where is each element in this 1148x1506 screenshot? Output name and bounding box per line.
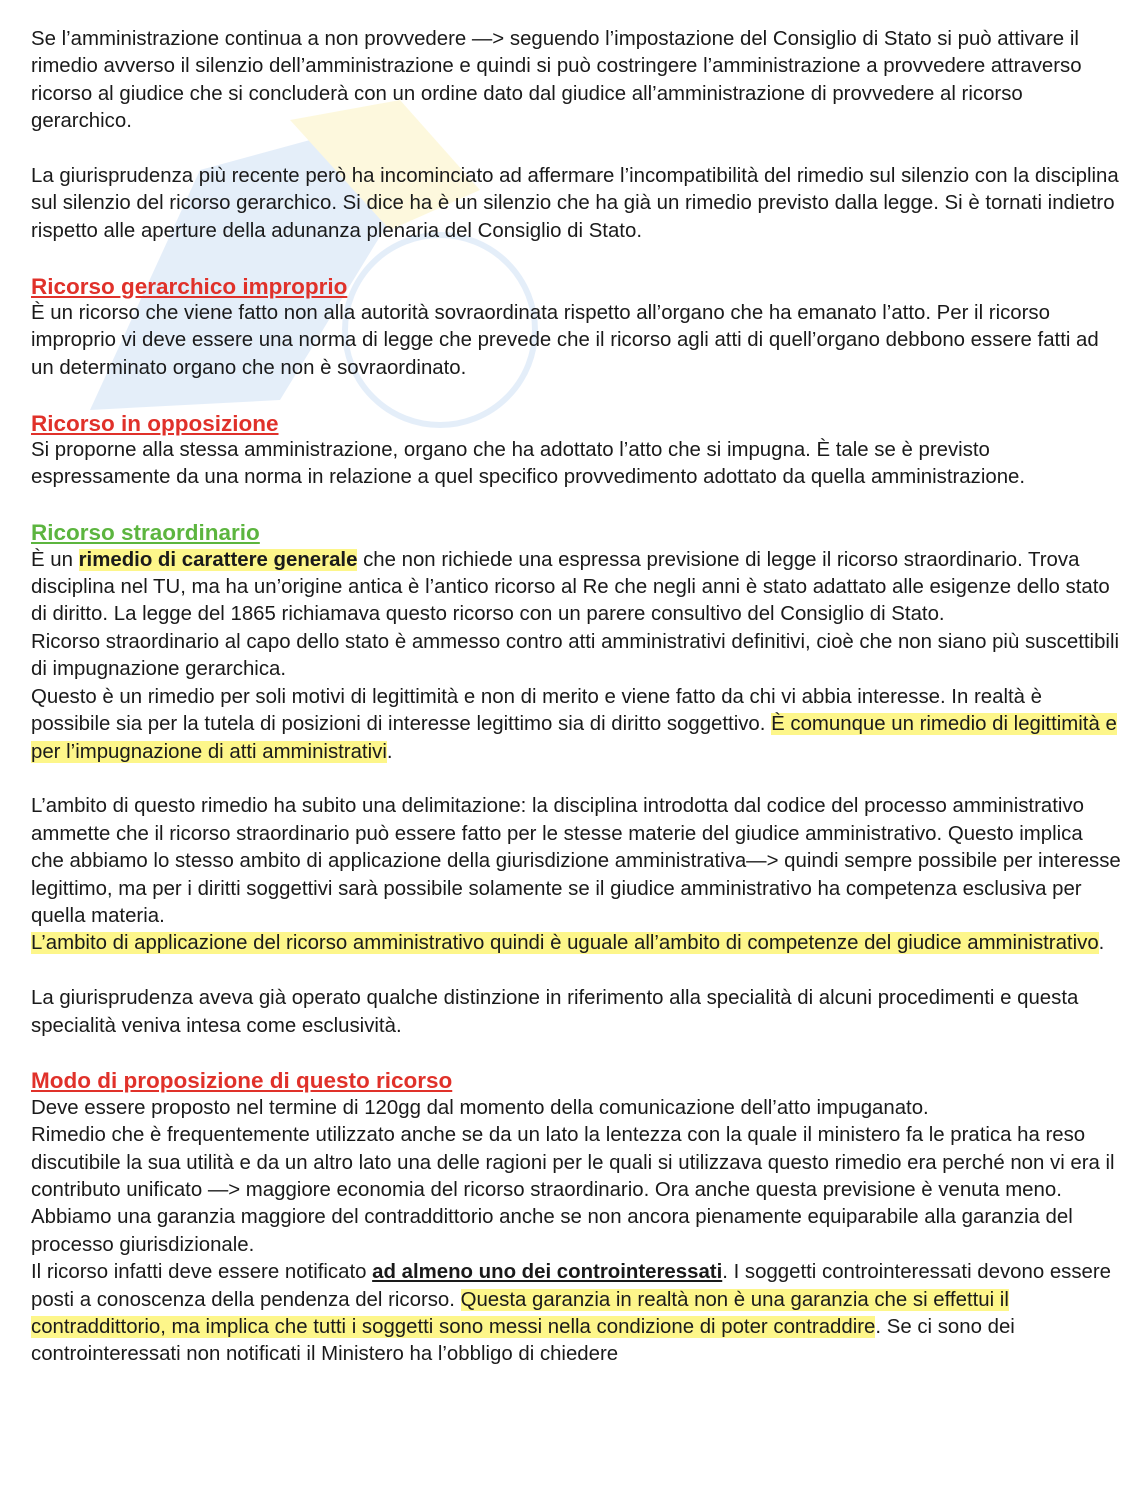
emphasis-controinteressati: ad almeno uno dei controinteressati [372, 1261, 723, 1284]
paragraph-straordinario-intro: È un rimedio di carattere generale che non richiede una espressa previsione di legge il ricorso straordinario. Trova disciplina nel TU, ma ha un’origine antica è l’antico ricorso al Re che negli anni è stato adattato alle esigenze dello stato di diritto. La legge del 1865 richiamava questo ricorso con un parere consultivo del Consiglio di Stato. [31, 548, 1110, 626]
paragraph-silenzio: Se l’amministrazione continua a non provvedere —> seguendo l’impostazione del Consiglio di Stato si può attivare il rimedio avverso il silenzio dell’amministrazione e quindi si può costringere l’amministrazione a provvedere attraverso ricorso al giudice che si concluderà con un ordine dato dal giudice all’amministrazione di provvedere al ricorso gerarchico. [31, 28, 1082, 133]
paragraph-specialita: La giurisprudenza aveva già operato qualche distinzione in riferimento alla specialità di alcuni procedimenti e questa specialità veniva intesa come esclusività. [31, 987, 1079, 1037]
document-page [31, 26, 1121, 1369]
paragraph-giurisprudenza: La giurisprudenza più recente però ha incominciato ad affermare l’incompatibilità del rimedio sul silenzio con la disciplina sul silenzio del ricorso gerarchico. Si dice ha è un silenzio che ha già un rimedio previsto dalla legge. Si è tornati indietro rispetto alle aperture della adunanza plenaria del Consiglio di Stato. [31, 165, 1119, 242]
highlight-garanzia-contraddittorio: Questa garanzia in realtà non è una garanzia che si effettui il contraddittorio, ma implica che tutti i soggetti sono messi nella condizione di poter contraddire [31, 1288, 1009, 1338]
paragraph-straordinario-capo-stato: Ricorso straordinario al capo dello stato è ammesso contro atti amministrativi definitivi, cioè che non siano più suscettibili di impugnazione gerarchica. [31, 630, 1120, 681]
highlight-ambito: L’ambito di applicazione del ricorso amministrativo quindi è uguale all’ambito di competenze del giudice amministrativo [31, 932, 1099, 955]
paragraph-straordinario-legittimita: Questo è un rimedio per soli motivi di legittimità e non di merito e viene fatto da chi vi abbia interesse. In realtà è possibile sia per la tutela di posizioni di interesse legittimo sia di diritto soggettivo. È comunque un rimedio di legittimità e per l’impugnazione di atti amministrativi. [31, 685, 1117, 763]
heading-modo-di-proposizione: Modo di proposizione di questo ricorso [31, 1068, 453, 1094]
highlight-rimedio-generale: rimedio di carattere generale [78, 548, 358, 571]
paragraph-improprio: È un ricorso che viene fatto non alla autorità sovraordinata rispetto all’organo che ha emanato l’atto. Per il ricorso improprio vi deve essere una norma di legge che prevede che il ricorso agli atti di quell’organo debbono essere fatti ad un determinato organo che non è sovraordinato. [31, 302, 1099, 379]
heading-ricorso-gerarchico-improprio: Ricorso gerarchico improprio [31, 273, 348, 299]
paragraph-ambito-conclusione: L’ambito di applicazione del ricorso amministrativo quindi è uguale all’ambito di competenze del giudice amministrativo. [31, 932, 1105, 955]
paragraph-opposizione: Si proporne alla stessa amministrazione, organo che ha adottato l’atto che si impugna. È tale se è previsto espressamente da una norma in relazione a quel specifico provvedimento adottato da quella amministrazione. [31, 439, 1026, 489]
highlight-rimedio-legittimita: È comunque un rimedio di legittimità e per l’impugnazione di atti amministrativi [31, 713, 1117, 763]
paragraph-utilizzo: Rimedio che è frequentemente utilizzato anche se da un lato la lentezza con la quale il ministero fa le pratica ha reso discutibile la sua utilità e da un altro lato una delle ragioni per le quali si utilizzava questo rimedio era perché non vi era il contributo unificato —> maggiore economia del ricorso straordinario. Ora anche questa previsione è venuta meno. [31, 1124, 1115, 1201]
paragraph-ambito: L’ambito di questo rimedio ha subito una delimitazione: la disciplina introdotta dal codice del processo amministrativo ammette che il ricorso straordinario può essere fatto per le stesse materie del giudice amministrativo. Questo implica che abbiamo lo stesso ambito di applicazione della giurisdizione amministrativa—> quindi sempre possibile per interesse legittimo, ma per i diritti soggettivi sarà possibile solamente se il giudice amministrativo ha competenza esclusiva per quella materia. [31, 795, 1121, 927]
paragraph-notifica: Il ricorso infatti deve essere notificato ad almeno uno dei controinteressati. I soggetti controinteressati devono essere posti a conoscenza della pendenza del ricorso. Questa garanzia in realtà non è una garanzia che si effettui il contraddittorio, ma implica che tutti i soggetti sono messi nella condizione di poter contraddire. Se ci sono dei controinteressati non notificati il Ministero ha l’obbligo di chiedere [31, 1261, 1112, 1366]
paragraph-termine: Deve essere proposto nel termine di 120gg dal momento della comunicazione dell’atto impuganato. [31, 1096, 929, 1119]
heading-ricorso-straordinario: Ricorso straordinario [31, 520, 260, 546]
heading-ricorso-in-opposizione: Ricorso in opposizione [31, 410, 279, 436]
paragraph-garanzia: Abbiamo una garanzia maggiore del contraddittorio anche se non ancora pienamente equiparabile alla garanzia del processo giurisdizionale. [31, 1206, 1073, 1256]
